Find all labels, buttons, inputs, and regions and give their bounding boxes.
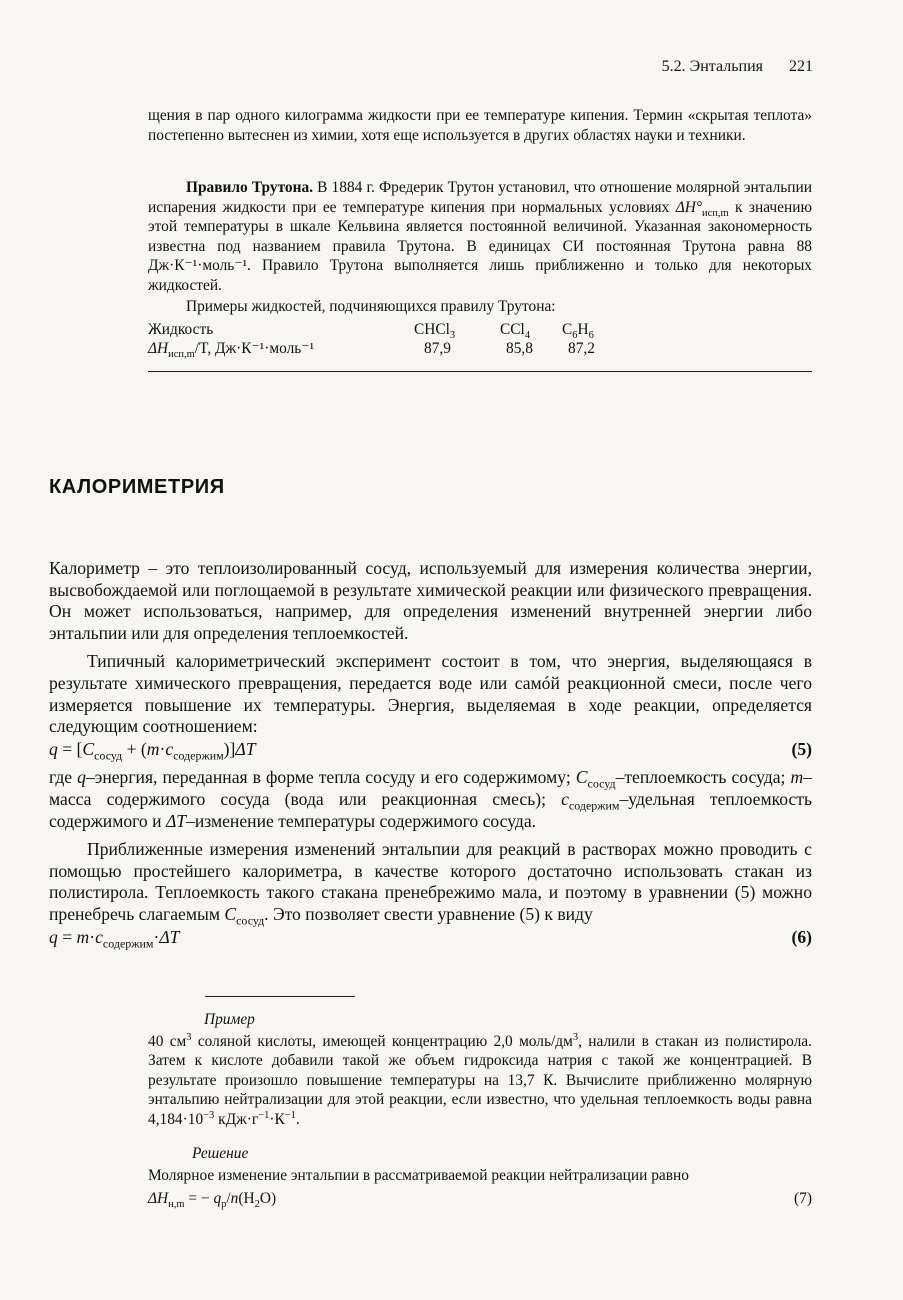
example-divider xyxy=(205,996,355,997)
trouton-table xyxy=(148,320,622,361)
section-heading: КАЛОРИМЕТРИЯ xyxy=(49,476,225,498)
intro-paragraph: щения в пар одного килограмма жидкости при ее температуре кипения. Термин «скрытая теплота» постепенно вытеснен из химии, хотя еще используется в других областях науки и техники. xyxy=(148,107,812,144)
table-cell: 85,8 xyxy=(506,340,533,357)
equation-5: $q = [C_{сосуд} + (m\cdot c_{содержим})]\Delta T$ (5) xyxy=(49,738,812,763)
where-paragraph: где q–энергия, переданная в форме тепла сосуду и его содержимому; $C_{сосуд}$–теплоемкость сосуда; m–масса содержимого сосуда (вода или реакционная смесь); $c_{содержим}$–удельная теплоемкость содержимого и ΔT–изменение температуры содержимого сосуда. xyxy=(49,767,813,831)
table-row-values xyxy=(148,339,622,358)
equation-number: (5) xyxy=(791,738,812,759)
example-block xyxy=(148,1010,812,1208)
main-text xyxy=(49,558,813,951)
page-number: 221 xyxy=(789,58,813,75)
table-cell: CCl$_4$ xyxy=(500,321,531,342)
running-header xyxy=(662,58,813,76)
table-cell: $C_6H_6$ xyxy=(562,321,594,342)
table-row-liquids xyxy=(148,320,622,339)
table-row-label: Жидкость xyxy=(148,321,214,338)
table-cell: 87,9 xyxy=(424,340,451,357)
experiment-paragraph: Типичный калориметрический эксперимент состоит в том, что энергия, выделяющаяся в результате химического превращения, передается воде или самóй реакционной смеси, после чего измеряется повышение их температуры. Энергия, выделяемая в ходе реакции, определяется следующим соотношением: xyxy=(49,651,812,737)
equation-6: $q = m\cdot c_{содержим}\cdot\Delta T$ (6) xyxy=(49,926,812,951)
equation-number: (7) xyxy=(794,1189,812,1207)
trouton-examples-intro: Примеры жидкостей, подчиняющихся правилу Трутона: xyxy=(186,297,556,315)
solution-label: Решение xyxy=(192,1144,249,1162)
equation-7: $\Delta H_{н,m}$ = − $q_p/n(H_2O)$ (7) xyxy=(148,1189,812,1210)
approx-paragraph: Приближенные измерения изменений энтальпии для реакций в растворах можно проводить с помощью простейшего калориметра, в качестве которого достаточно использовать стакан из полистирола. Теплоемкость такого стакана пренебрежимо мала, и поэтому в уравнении (5) можно пренебречь слагаемым $C_{сосуд}$. Это позволяет свести уравнение (5) к виду xyxy=(49,839,812,928)
table-cell: 87,2 xyxy=(568,340,595,357)
header-section: 5.2. Энтальпия xyxy=(661,58,763,75)
trouton-title: Правило Трутона. xyxy=(186,179,314,196)
calorimeter-paragraph: Калориметр – это теплоизолированный сосуд, используемый для измерения количества энергии, высвобождаемой или поглощаемой в результате химической реакции или физического превращения. Он может использоваться, например, для определения изменений внутренней энергии либо энтальпии или для определения теплоемкостей. xyxy=(49,558,812,643)
example-text: 40 $см^3$ соляной кислоты, имеющей концентрацию 2,0 моль/$дм^3$, налили в стакан из полистирола. Затем к кислоте добавили такой же объем гидроксида натрия с такой же концентрацией. В результате произошло повышение температуры на 13,7 К. Вычислите приближенно молярную энтальпию нейтрализации для этой реакции, если известно, что удельная теплоемкость воды равна $4,184\cdot 10^{-3}$ $кДж\cdot г^{-1}\cdot К^{-1}$. xyxy=(148,1031,812,1128)
table-divider xyxy=(148,371,812,372)
table-row-label: $\Delta H_{исп,m}/T$, Дж·К⁻¹·моль⁻¹ xyxy=(148,340,315,361)
enthalpy-symbol: ΔH° xyxy=(675,198,703,216)
example-label: Пример xyxy=(204,1011,255,1028)
equation-number: (6) xyxy=(791,926,812,947)
trouton-paragraph: Правило Трутона. В 1884 г. Фредерик Трутон установил, что отношение молярной энтальпии испарения жидкости при ее температуре кипения при нормальных условиях $\Delta H^\circ_{исп,m}$ к значению этой температуры в шкале Кельвина является постоянной величиной. Указанная закономерность известна под названием правила Трутона. В единицах СИ постоянная Трутона равна 88 Дж·К⁻¹·моль⁻¹. Правило Трутона выполняется лишь приближенно и только для некоторых жидкостей. Примеры жидкостей, подчиняющихся правилу Трутона: xyxy=(148,179,812,315)
table-cell: CHCl$_3$ xyxy=(414,321,456,342)
solution-text: Молярное изменение энтальпии в рассматриваемой реакции нейтрализации равно xyxy=(148,1167,689,1185)
